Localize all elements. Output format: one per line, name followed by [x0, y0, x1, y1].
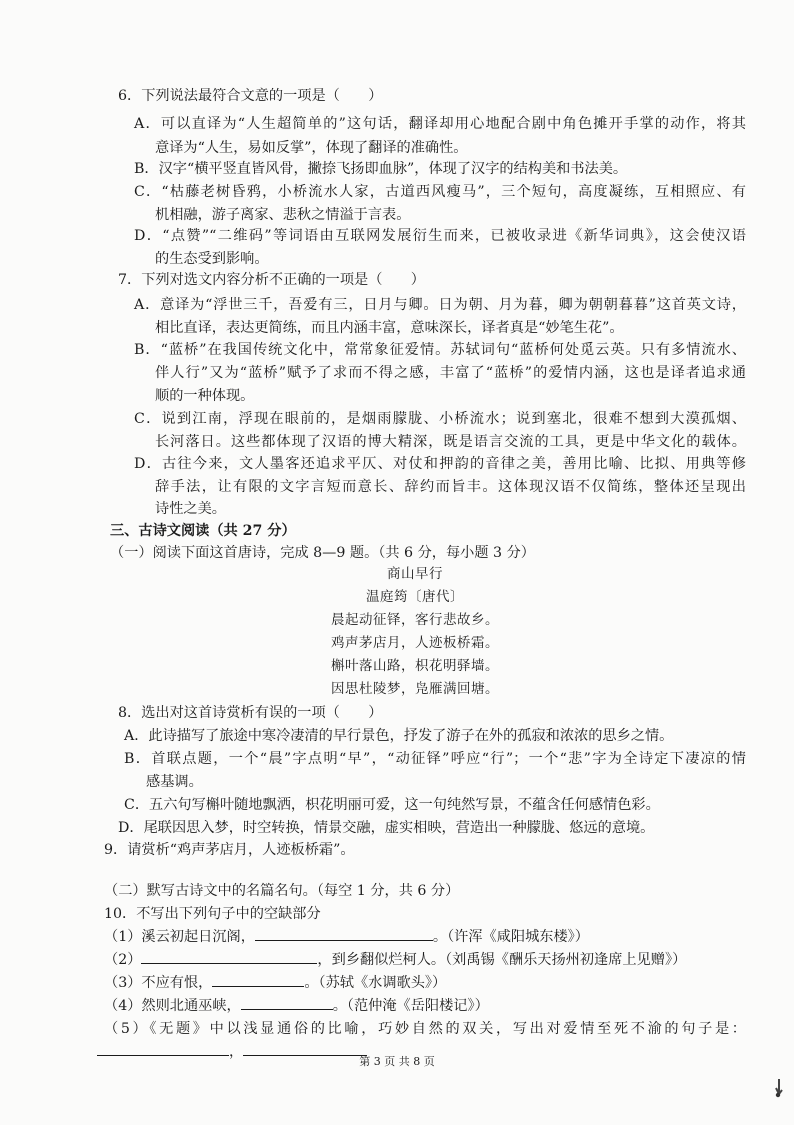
q9-stem: 9．请赏析“鸡声茅店月，人迹板桥霜”。	[104, 842, 355, 858]
q7-option-c: C．说到江南，浮现在眼前的，是烟雨朦胧、小桥流水；说到塞北，很难不想到大漠孤烟、	[134, 411, 746, 427]
q10-item-1-suffix: 。（许浑《咸阳城东楼》）	[432, 929, 589, 945]
q7-option-b-cont: 伴人行”又为“蓝桥”赋予了求而不得之感，丰富了“蓝桥”的爱情内涵，这也是译者追求通	[155, 365, 746, 381]
poem-line: 晨起动征铎，客行悲故乡。	[331, 612, 499, 628]
q7-option-d-cont2: 诗性之美。	[155, 501, 226, 517]
q6-option-a-cont: 意译为“人生，易如反掌”，体现了翻译的准确性。	[155, 140, 468, 156]
poem-author: 温庭筠〔唐代〕	[366, 589, 464, 605]
q8-stem: 8．选出对这首诗赏析有误的一项（ ）	[118, 705, 383, 721]
poem-line: 因思杜陵梦，凫雁满回塘。	[331, 681, 499, 697]
q7-stem: 7．下列对选文内容分析不正确的一项是（ ）	[118, 272, 425, 288]
q6-option-d: D．“点赞”“二维码”等词语由互联网发展衍生而来，已被收录进《新华词典》，这会使汉语	[134, 228, 746, 244]
blank-separator: ，	[229, 1044, 244, 1060]
answer-blank[interactable]	[141, 948, 317, 964]
q7-option-b: B．“蓝桥”在我国传统文化中，常常象征爱情。苏轼词句“蓝桥何处觅云英。只有多情流水、	[134, 342, 746, 358]
q7-option-a: A．意译为“浮世三千，吾爱有三，日月与卿。日为朝、月为暮，卿为朝朝暮暮”这首英文诗，	[134, 297, 746, 313]
q10-item-4	[104, 994, 489, 1018]
poem-line: 鸡声茅店月，人迹板桥霜。	[331, 635, 499, 651]
q7-option-d: D．古往今来，文人墨客还追求平仄、对仗和押韵的音律之美，善用比喻、比拟、用典等修	[134, 456, 746, 472]
q10-item-1	[104, 925, 589, 949]
subsection-1-heading: （一）阅读下面这首唐诗，完成 8—9 题。（共 6 分，每小题 3 分）	[110, 545, 535, 561]
q6-option-a: A．可以直译为“人生超简单的”这句话，翻译却用心地配合剧中角色摊开手掌的动作，将其	[134, 116, 746, 132]
poem-line: 槲叶落山路，枳花明驿墙。	[331, 658, 499, 674]
q7-option-c-cont: 长河落日。这些都体现了汉语的博大精深，既是语言交流的工具，更是中华文化的载体。	[155, 434, 746, 450]
section-heading: 三、古诗文阅读（共 27 分）	[110, 523, 296, 539]
q6-option-c: C．“枯藤老树昏鸦，小桥流水人家，古道西风瘦马”，三个短句，高度凝练，互相照应、有	[134, 184, 746, 200]
answer-blank[interactable]	[241, 994, 333, 1010]
q6-option-c-cont: 机相融，游子离家、悲秋之情溢于言表。	[155, 207, 411, 223]
scan-mark-icon	[770, 1078, 784, 1098]
subsection-2-heading: （二）默写古诗文中的名篇名句。（每空 1 分，共 6 分）	[104, 883, 460, 899]
q10-item-2-prefix: （2）	[104, 952, 142, 968]
q10-item-2-suffix: ，到乡翻似烂柯人。（刘禹锡《酬乐天扬州初逢席上见赠》）	[317, 952, 687, 968]
q8-option-b-cont: 感基调。	[146, 774, 203, 790]
answer-blank[interactable]	[255, 925, 433, 941]
q10-item-3-prefix: （3）不应有恨，	[104, 975, 213, 991]
q10-item-5: （5）《无题》中以浅显通俗的比喻，巧妙自然的双关，写出对爱情至死不渝的句子是：	[104, 1021, 746, 1037]
poem-title: 商山早行	[387, 566, 443, 582]
q8-option-c: C．五六句写槲叶随地飘洒，枳花明丽可爱，这一句纯然写景，不蕴含任何感情色彩。	[124, 797, 660, 813]
q10-stem: 10．不写出下列句子中的空缺部分	[104, 906, 321, 922]
q8-option-a: A．此诗描写了旅途中寒冷凄清的早行景色，抒发了游子在外的孤寂和浓浓的思乡之情。	[124, 728, 674, 744]
q7-option-b-cont2: 顺的一种体现。	[155, 388, 255, 404]
q8-option-b: B．首联点题，一个“晨”字点明“早”，“动征铎”呼应“行”；一个“悲”字为全诗定下凄凉的情	[124, 751, 746, 767]
q10-item-3-suffix: 。（苏轼《水调歌头》）	[304, 975, 447, 991]
q7-option-a-cont: 相比直译，表达更简练，而且内涵丰富，意味深长，译者真是“妙笔生花”。	[155, 320, 624, 336]
q10-item-3	[104, 971, 446, 995]
page-number: 第 3 页 共 8 页	[359, 1055, 435, 1068]
q6-option-b: B．汉字“横平竖直皆风骨，撇捺飞扬即血脉”，体现了汉字的结构美和书法美。	[134, 161, 628, 177]
q10-item-1-prefix: （1）溪云初起日沉阁，	[104, 929, 255, 945]
q10-item-4-suffix: 。（范仲淹《岳阳楼记》）	[332, 998, 489, 1014]
q10-item-2	[104, 948, 686, 972]
q7-option-d-cont: 辞手法，让有限的文字言短而意长、辞约而旨丰。这体现汉语不仅简练，整体还呈现出	[155, 479, 746, 495]
q6-stem: 6．下列说法最符合文意的一项是（ ）	[118, 88, 383, 104]
q6-option-d-cont: 的生态受到影响。	[155, 251, 269, 267]
q8-option-d: D．尾联因思入梦，时空转换，情景交融，虚实相映，营造出一种朦胧、悠远的意境。	[118, 820, 655, 836]
q10-item-4-prefix: （4）然则北通巫峡，	[104, 998, 241, 1014]
answer-blank[interactable]	[212, 971, 304, 987]
